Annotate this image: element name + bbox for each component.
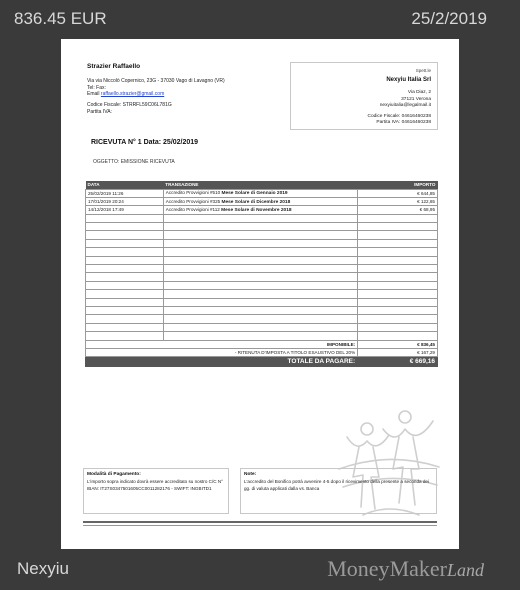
sender-name: Strazier Raffaello [87,63,141,70]
recipient-fiscal-code: Codice Fiscale: 04616460238 [367,113,431,119]
row-desc: Accredito Provvigioni #325 [165,198,221,204]
brand-land: Land [446,560,484,580]
row-date: 25/02/2019 11:26 [86,189,164,197]
column-header-transaction: TRANSAZIONE [163,181,357,189]
row-date: 14/12/2018 17:49 [86,206,164,214]
receipt-subject: OGGETTO: EMISSIONE RICEVUTA [93,159,175,165]
table-row [86,197,438,205]
header-date: 25/2/2019 [411,9,487,28]
column-header-date: DATA [86,181,164,189]
sender-block [87,63,287,116]
empty-row [86,248,438,256]
footer-divider [83,521,437,523]
row-transaction [163,189,357,197]
total-value: € 669,16 [358,356,438,366]
row-period: Mese Solare di Dicembre 2018 [221,199,291,205]
note-title: Note: [244,472,257,477]
recipient-vat: Partita IVA: 04616460238 [376,120,431,126]
recipient-name: Nexyiu Italia Srl [386,77,431,84]
footer-divider-thin [83,525,437,526]
sender-fiscal-code: Codice Fiscale: STRRFL59C06L781G [87,102,172,109]
sender-email-row [87,91,287,98]
sender-vat: Partita IVA: [87,108,112,115]
row-transaction [163,206,357,214]
payment-box [83,468,229,514]
empty-row [86,290,438,298]
transactions-table [85,181,438,367]
empty-row [86,298,438,306]
empty-row [86,265,438,273]
payment-iban: IBAN: IT27S0347501605CC0011282176 - SWIFT: INGBITD1 [87,485,212,491]
withholding-value: € 167,29 [358,348,438,356]
note-text: L'accredito del Bonifico potrà avvenire 4-5 dopo il ricevimento della presente a seconda dei gg. di valuta applicati dalla vs. Banca [244,479,429,491]
payment-text: L'importo sopra indicato dovrà essere accreditato su nostro C/C N° [87,479,223,485]
table-header-row [86,181,438,189]
withholding-row [86,348,438,356]
empty-row [86,273,438,281]
taxable-value: € 836,45 [358,340,438,348]
table-row [86,206,438,214]
empty-row [86,315,438,323]
empty-row [86,231,438,239]
receipt-title: RICEVUTA N° 1 Data: 25/02/2019 [91,139,199,146]
empty-row [86,306,438,314]
empty-row [86,281,438,289]
header-amount: 836.45 EUR [14,9,107,28]
withholding-label: - RITENUTA D'IMPOSTA A TITOLO ESAUSTIVO DEL 20% [86,348,358,356]
empty-row [86,256,438,264]
row-desc: Accredito Provvigioni #112 [165,206,220,212]
total-label: TOTALE DA PAGARE: [86,356,358,366]
row-amount: € 122,65 [358,197,438,205]
row-period: Mese Solare di Gennaio 2019 [221,191,288,197]
empty-row [86,239,438,247]
recipient-city: 37121 Verona [401,96,431,102]
recipient-block [290,62,438,130]
recipient-label: Spett.le [415,68,431,73]
receipt-document [61,39,459,549]
taxable-row [86,340,438,348]
row-desc: Accredito Provvigioni #510 [165,190,221,196]
brand-logo [327,556,484,582]
row-amount: € 68,95 [358,206,438,214]
recipient-street: Via Diaz, 2 [407,90,431,96]
sender-address: Via via Niccolò Copernico, 23G - 37030 Vago di Lavagno (VR) [87,77,225,84]
empty-row [86,332,438,340]
note-box [240,468,437,514]
sender-email-label: Email [87,91,100,98]
sender-email-link[interactable]: raffaello.strazier@gmail.com [100,91,165,98]
empty-row [86,323,438,331]
total-row [86,356,438,366]
row-period: Mese Solare di Novembre 2018 [221,207,292,213]
taxable-label: IMPONIBILE: [86,340,358,348]
recipient-email: nexyiuitalia@legalmail.it [379,103,431,109]
table-row [86,189,438,197]
column-header-amount: IMPORTO [358,181,438,189]
empty-row [86,223,438,231]
author-name: Nexyiu [17,559,69,578]
row-transaction [163,197,357,205]
row-amount: € 644,85 [358,189,438,197]
brand-maker: Maker [389,556,447,581]
empty-row [86,214,438,222]
payment-title: Modalità di Pagamento: [87,472,141,477]
sender-phone: Tel: Fax: [87,84,106,91]
row-date: 17/01/2019 20:24 [86,197,164,205]
brand-money: Money [327,556,390,581]
